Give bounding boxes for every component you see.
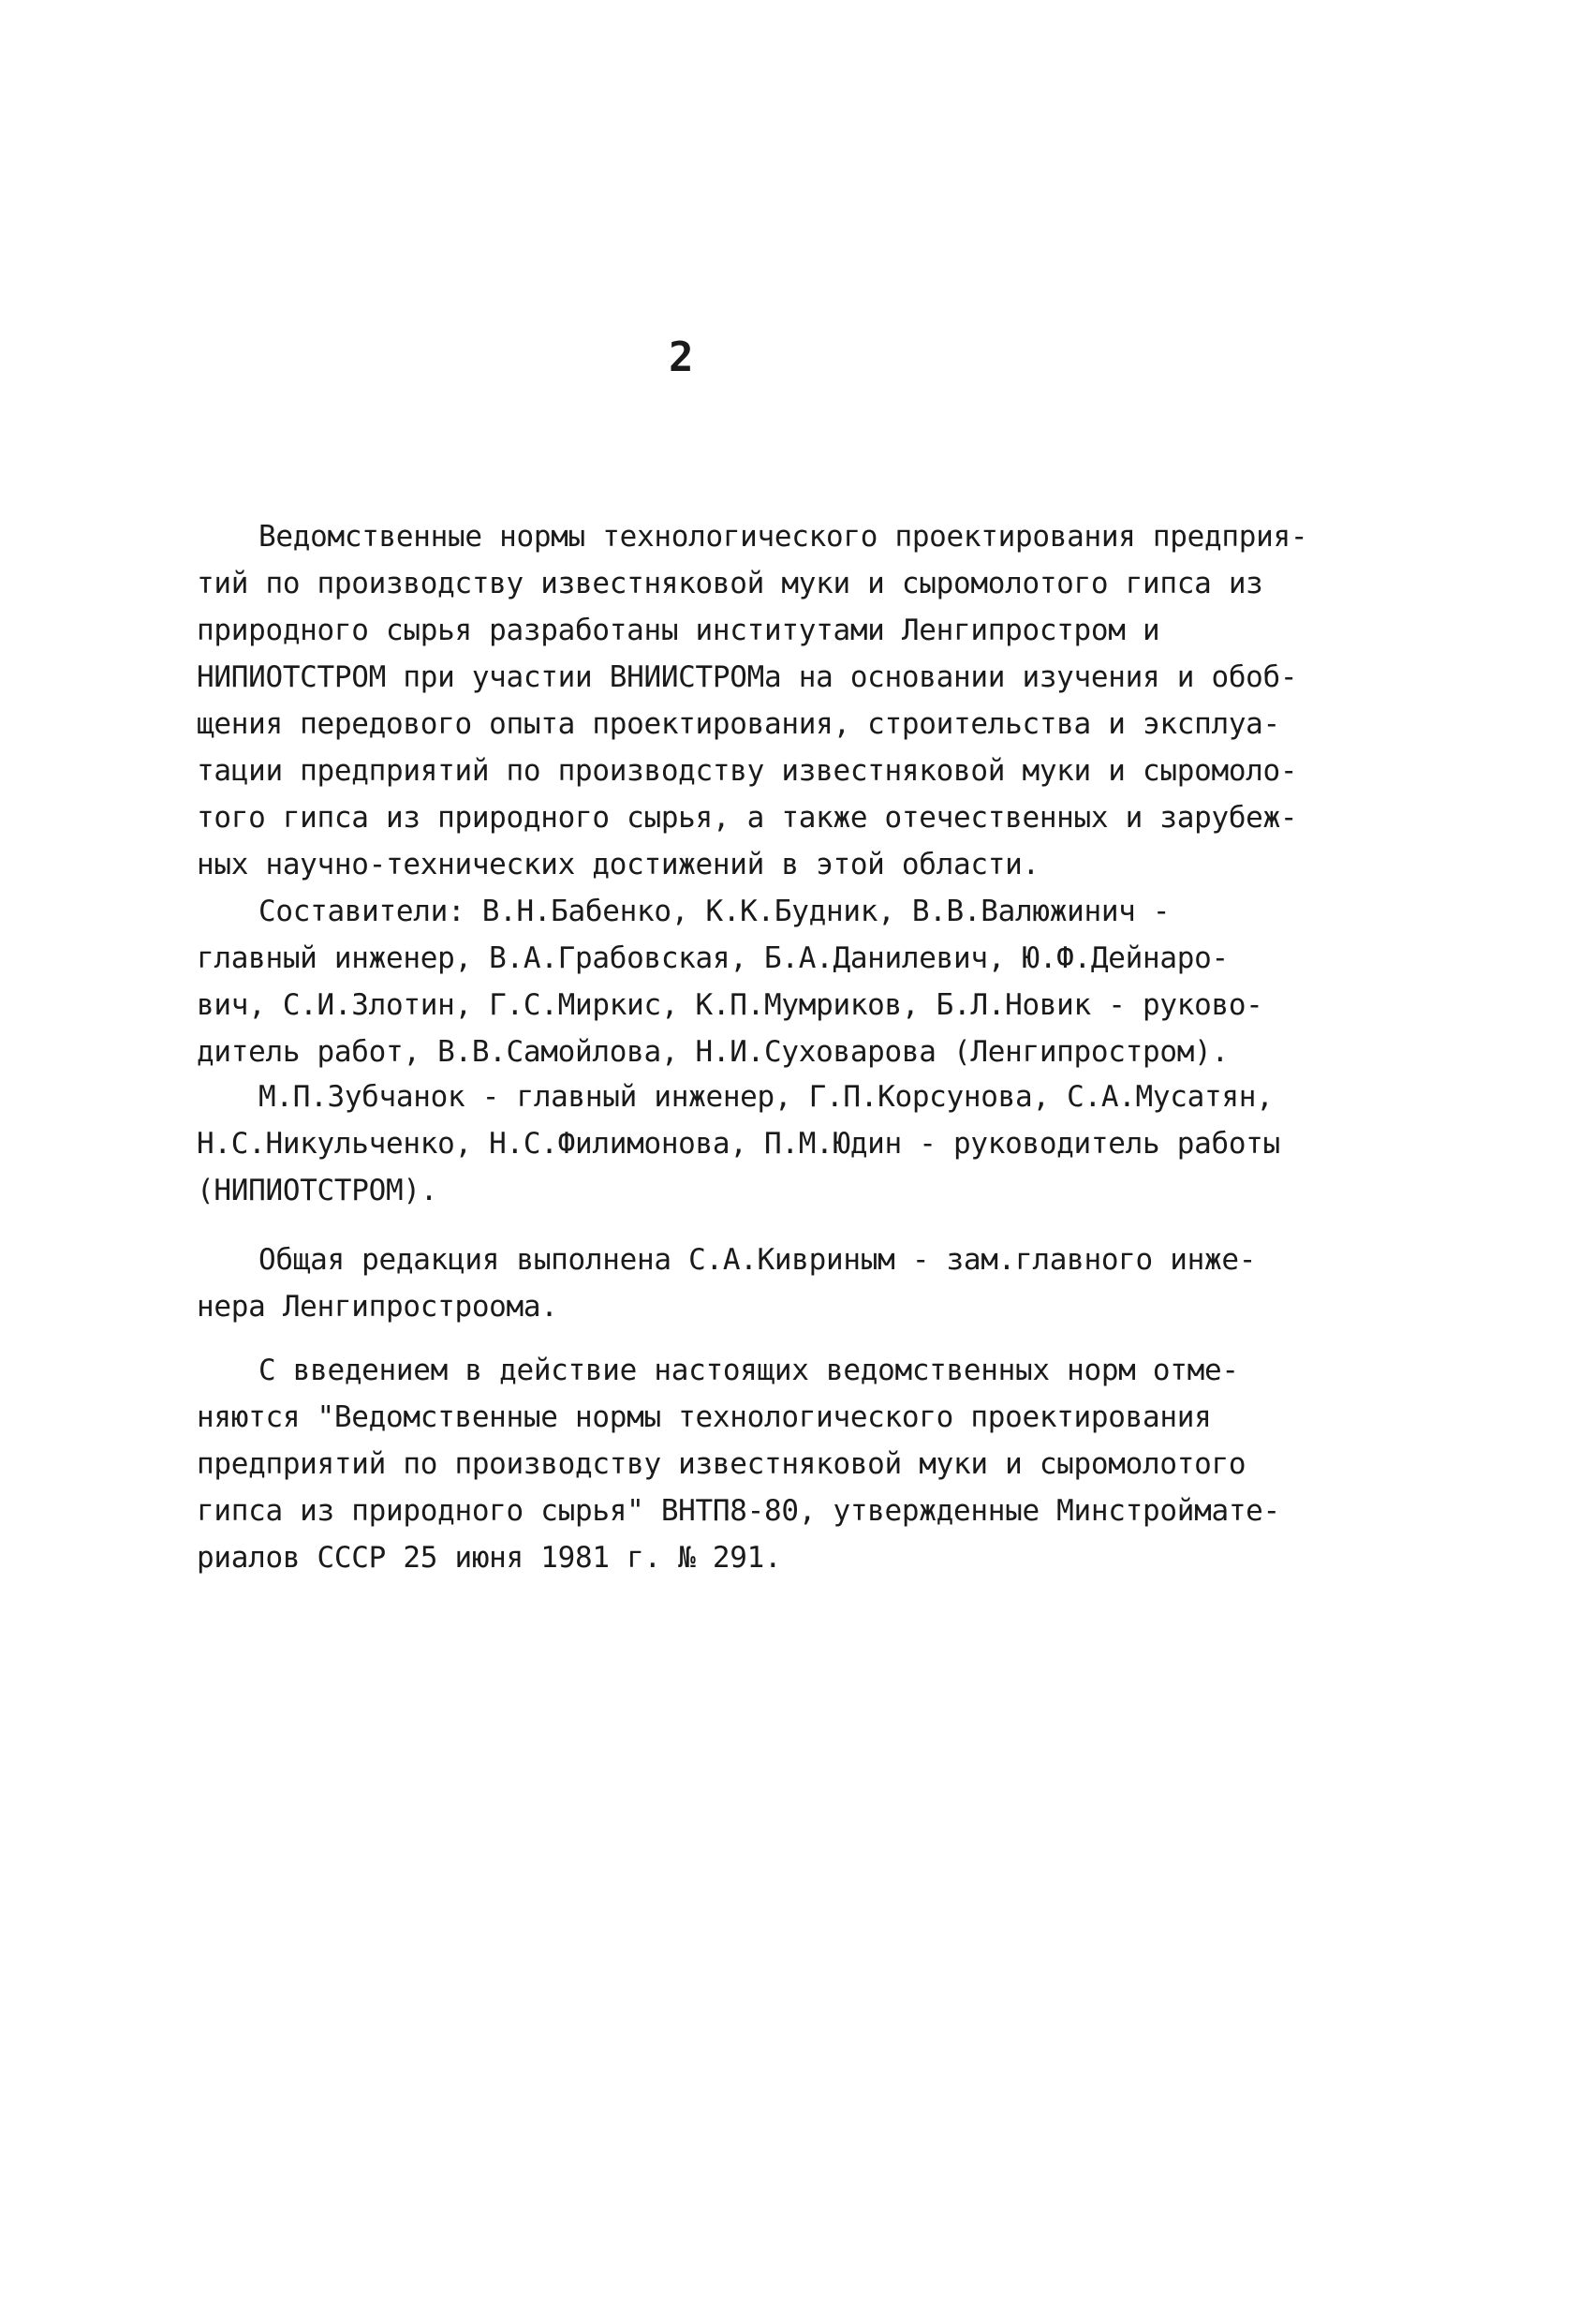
text-line: (НИПИОТСТРОМ). [197, 1174, 438, 1207]
text-line: главный инженер, В.А.Грабовская, Б.А.Данилевич, Ю.Ф.Дейнаро- [197, 941, 1229, 975]
text-line: Ведомственные нормы технологического проектирования предприя- [258, 520, 1308, 554]
text-line: С введением в действие настоящих ведомственных норм отме- [258, 1354, 1239, 1387]
page-number: 2 [669, 333, 694, 381]
paragraph-intro [197, 513, 1414, 888]
text-line: природного сырья разработаны институтами Ленгипростром и [197, 614, 1160, 647]
text-line: ных научно-технических достижений в этой области. [197, 848, 1040, 881]
text-line: риалов СССР 25 июня 1981 г. № 291. [197, 1541, 782, 1575]
text-line: М.П.Зубчанок - главный инженер, Г.П.Корсунова, С.А.Мусатян, [258, 1080, 1274, 1114]
paragraph-editor [197, 1236, 1414, 1330]
text-line: вич, С.И.Злотин, Г.С.Миркис, К.П.Мумриков, Б.Л.Новик - руково- [197, 988, 1263, 1022]
text-line: щения передового опыта проектирования, строительства и эксплуа- [197, 707, 1280, 741]
text-line: НИПИОТСТРОМ при участии ВНИИСТРОМа на основании изучения и обоб- [197, 660, 1298, 694]
text-line: дитель работ, В.В.Самойлова, Н.И.Суховарова (Ленгипростром). [197, 1035, 1229, 1069]
text-line: Общая редакция выполнена С.А.Кивриным - зам.главного инже- [258, 1243, 1257, 1277]
text-line: того гипса из природного сырья, а также отечественных и зарубеж- [197, 801, 1298, 835]
paragraph-authors-nipiotstrom [197, 1073, 1414, 1214]
text-line: Н.С.Никульченко, Н.С.Филимонова, П.М.Юдин - руководитель работы [197, 1127, 1280, 1161]
text-line: тации предприятий по производству известняковой муки и сыромоло- [197, 754, 1298, 788]
paragraph-authors-lengiprostrom [197, 888, 1414, 1075]
text-line: предприятий по производству известняковой муки и сыромолотого [197, 1447, 1246, 1481]
text-line: Составители: В.Н.Бабенко, К.К.Будник, В.В.Валюжинич - [258, 895, 1171, 928]
paragraph-supersession [197, 1347, 1414, 1581]
text-line: нера Ленгипростроома. [197, 1290, 558, 1324]
text-line: тий по производству известняковой муки и сыромолотого гипса из [197, 567, 1263, 600]
text-line: гипса из природного сырья" ВНТП8-80, утвержденные Минстройматe- [197, 1494, 1280, 1528]
text-line: няются "Ведомственные нормы технологического проектирования [197, 1400, 1212, 1434]
